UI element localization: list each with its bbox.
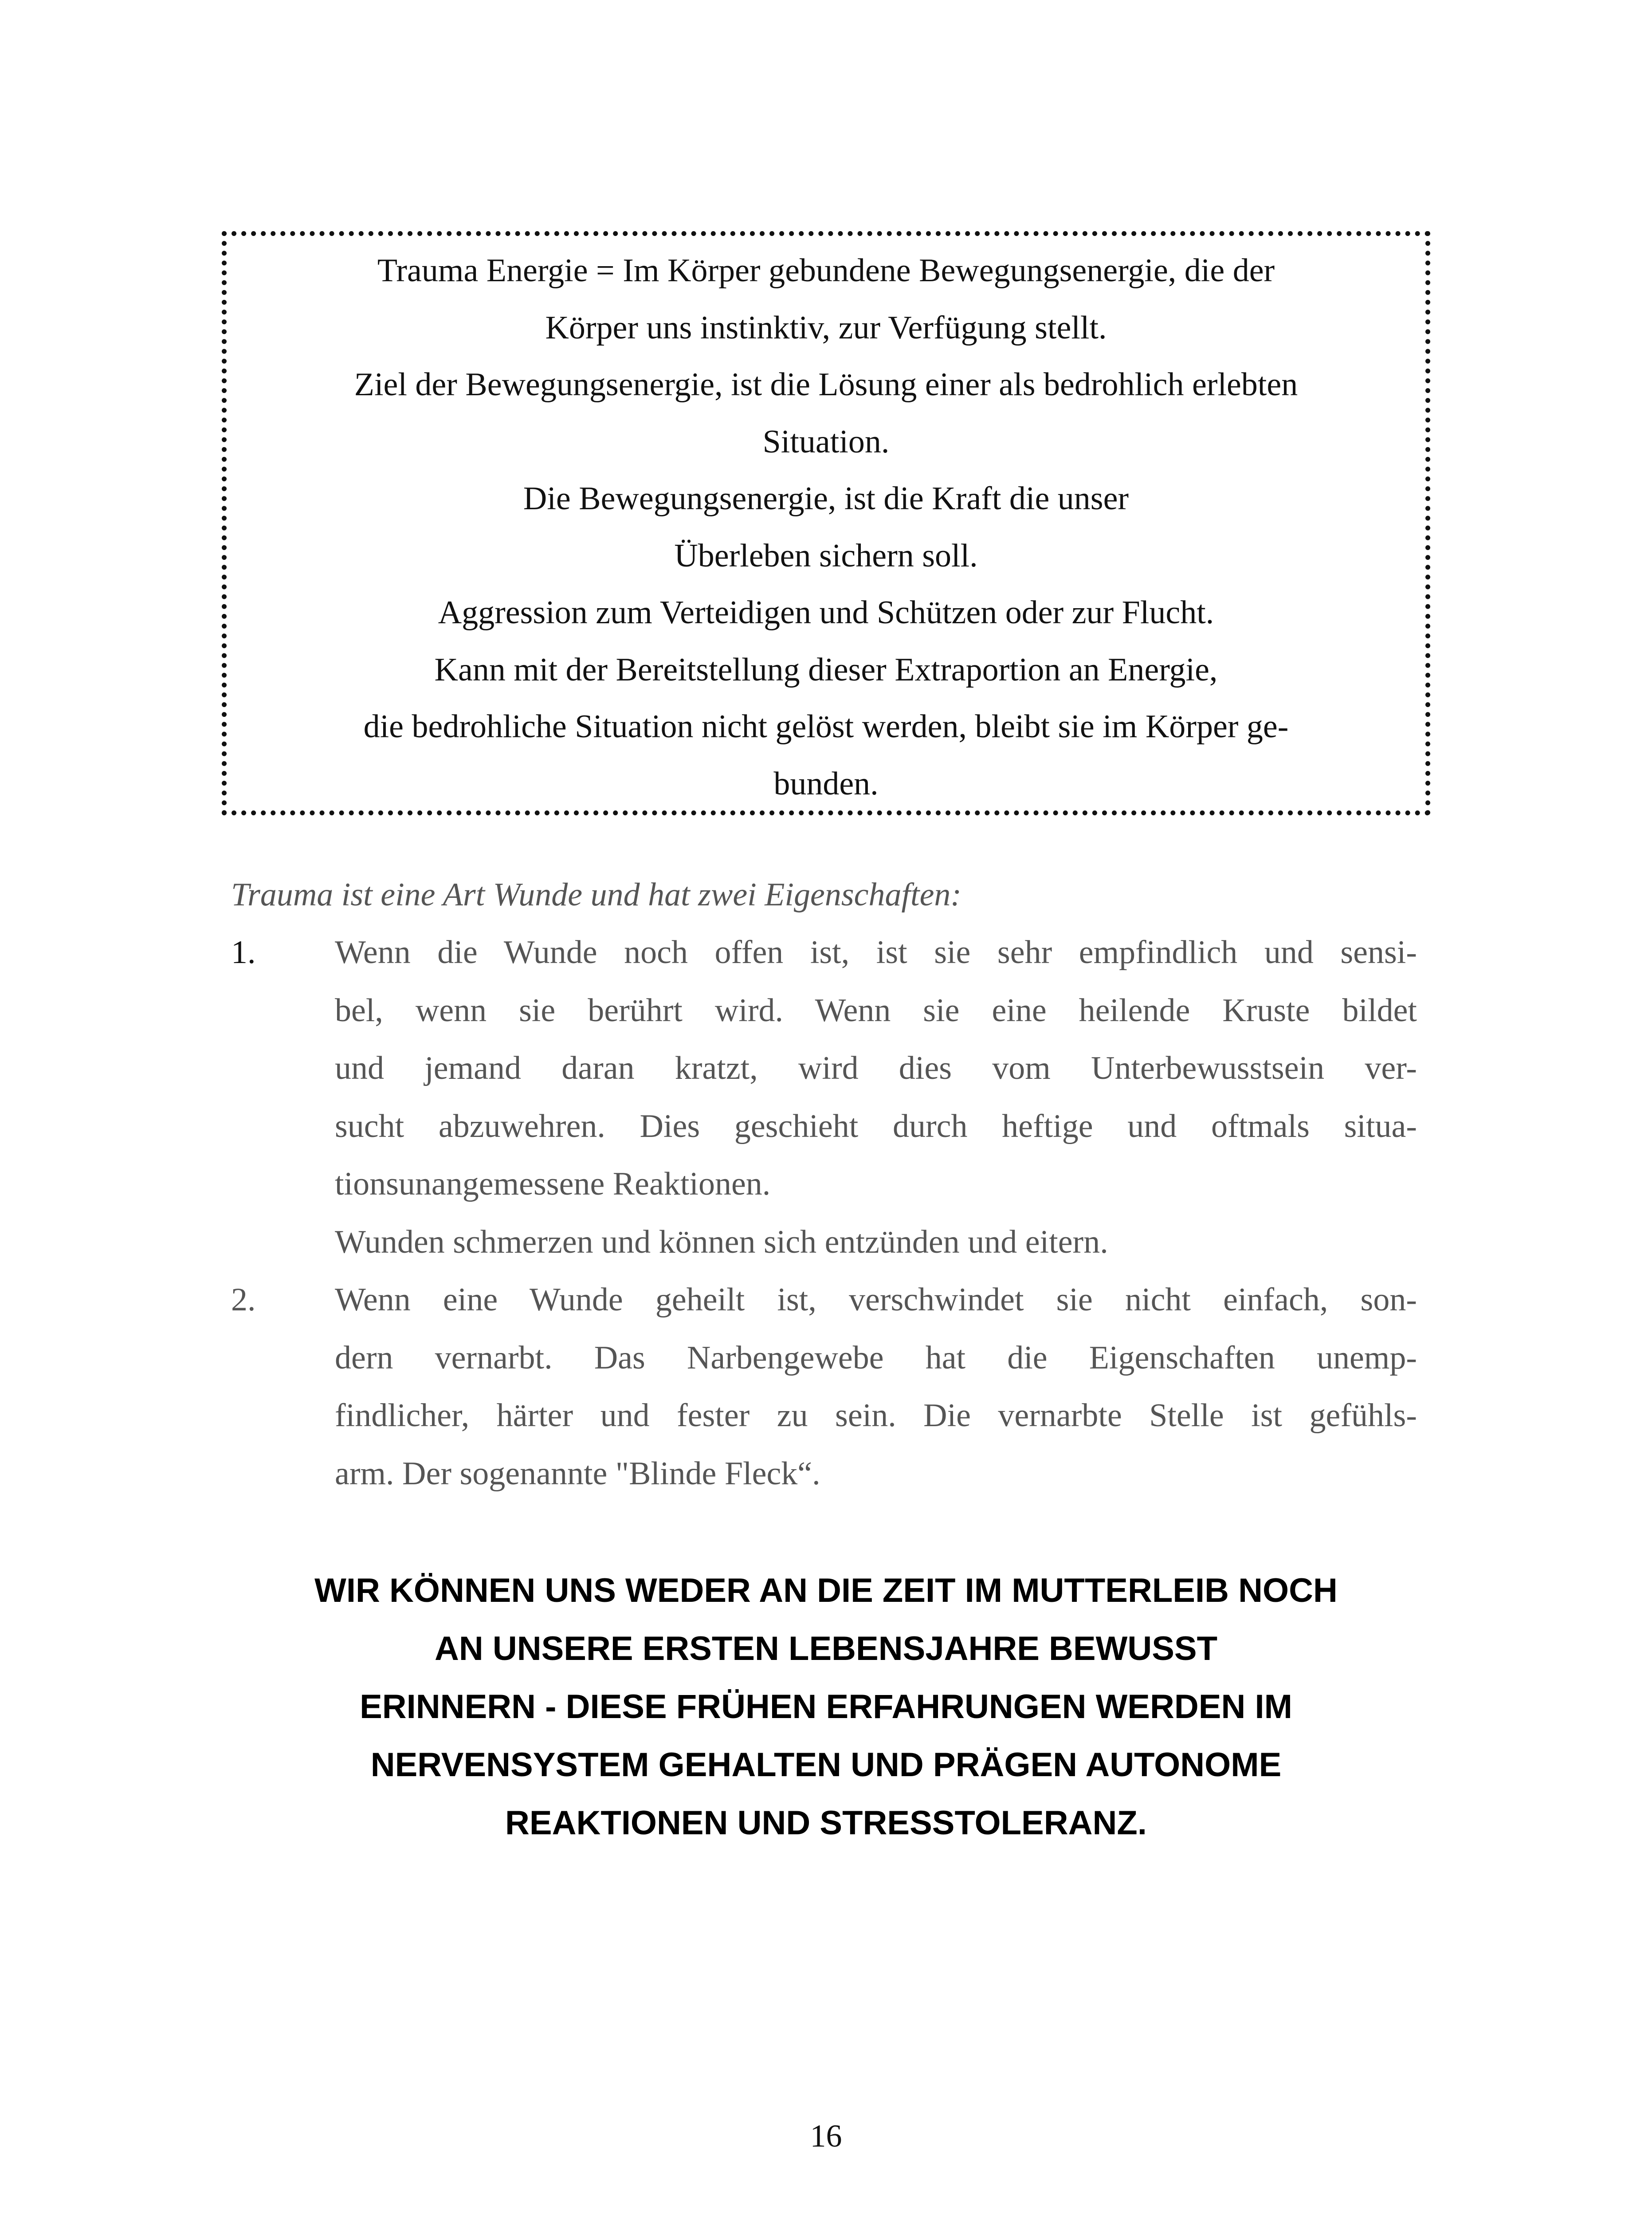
list-intro: Trauma ist eine Art Wunde und hat zwei Eigenschaften:: [231, 877, 962, 913]
bold-statement: [0, 1561, 1652, 1852]
statement-line: ERINNERN - DIESE FRÜHEN ERFAHRUNGEN WERDEN IM: [360, 1688, 1292, 1726]
list-item-line: Wunden schmerzen und können sich entzünden und eitern.: [335, 1223, 1108, 1260]
list-item-line: tionsunangemessene Reaktionen.: [335, 1166, 771, 1202]
statement-line: NERVENSYSTEM GEHALTEN UND PRÄGEN AUTONOME: [370, 1746, 1282, 1784]
list-item: [335, 924, 1417, 1271]
list-item-line: dern vernarbt. Das Narbengewebe hat die Eigenschaften unemp-: [335, 1339, 1417, 1376]
list-item-line: arm. Der sogenannte "Blinde Fleck“.: [335, 1455, 820, 1492]
list-item: [335, 1271, 1417, 1502]
definition-line: Ziel der Bewegungsenergie, ist die Lösung einer als bedrohlich erlebten: [354, 366, 1298, 403]
list-item-line: sucht abzuwehren. Dies geschieht durch heftige und oftmals situa-: [335, 1108, 1417, 1144]
list-item-line: Wenn die Wunde noch offen ist, ist sie sehr empfindlich und sensi-: [335, 934, 1417, 971]
definition-line: bunden.: [773, 765, 879, 802]
list-item-line: und jemand daran kratzt, wird dies vom Unterbewusstsein ver-: [335, 1050, 1417, 1086]
definition-line: die bedrohliche Situation nicht gelöst werden, bleibt sie im Körper ge-: [363, 708, 1289, 745]
definition-line: Situation.: [762, 423, 890, 460]
statement-line: WIR KÖNNEN UNS WEDER AN DIE ZEIT IM MUTTERLEIB NOCH: [314, 1572, 1338, 1609]
list-item-line: bel, wenn sie berührt wird. Wenn sie eine heilende Kruste bildet: [335, 992, 1417, 1029]
definition-line: Kann mit der Bereitstellung dieser Extraportion an Energie,: [434, 651, 1218, 688]
statement-line: AN UNSERE ERSTEN LEBENSJAHRE BEWUSST: [434, 1630, 1218, 1667]
statement-line: REAKTIONEN UND STRESSTOLERANZ.: [505, 1804, 1147, 1842]
list-number: 1.: [231, 934, 256, 971]
definition-line: Überleben sichern soll.: [674, 537, 978, 574]
definition-line: Aggression zum Verteidigen und Schützen oder zur Flucht.: [438, 594, 1214, 631]
definition-box: [222, 231, 1430, 815]
definition-text: [227, 236, 1425, 812]
definition-line: Die Bewegungsenergie, ist die Kraft die unser: [523, 480, 1129, 517]
list-number: 2.: [231, 1282, 256, 1318]
page-number: 16: [810, 2118, 842, 2154]
list-item-line: Wenn eine Wunde geheilt ist, verschwindet sie nicht einfach, son-: [335, 1282, 1417, 1318]
definition-line: Trauma Energie = Im Körper gebundene Bewegungsenergie, die der: [377, 252, 1275, 289]
list-item-line: findlicher, härter und fester zu sein. Die vernarbte Stelle ist gefühls-: [335, 1397, 1417, 1434]
definition-line: Körper uns instinktiv, zur Verfügung stellt.: [545, 309, 1107, 346]
